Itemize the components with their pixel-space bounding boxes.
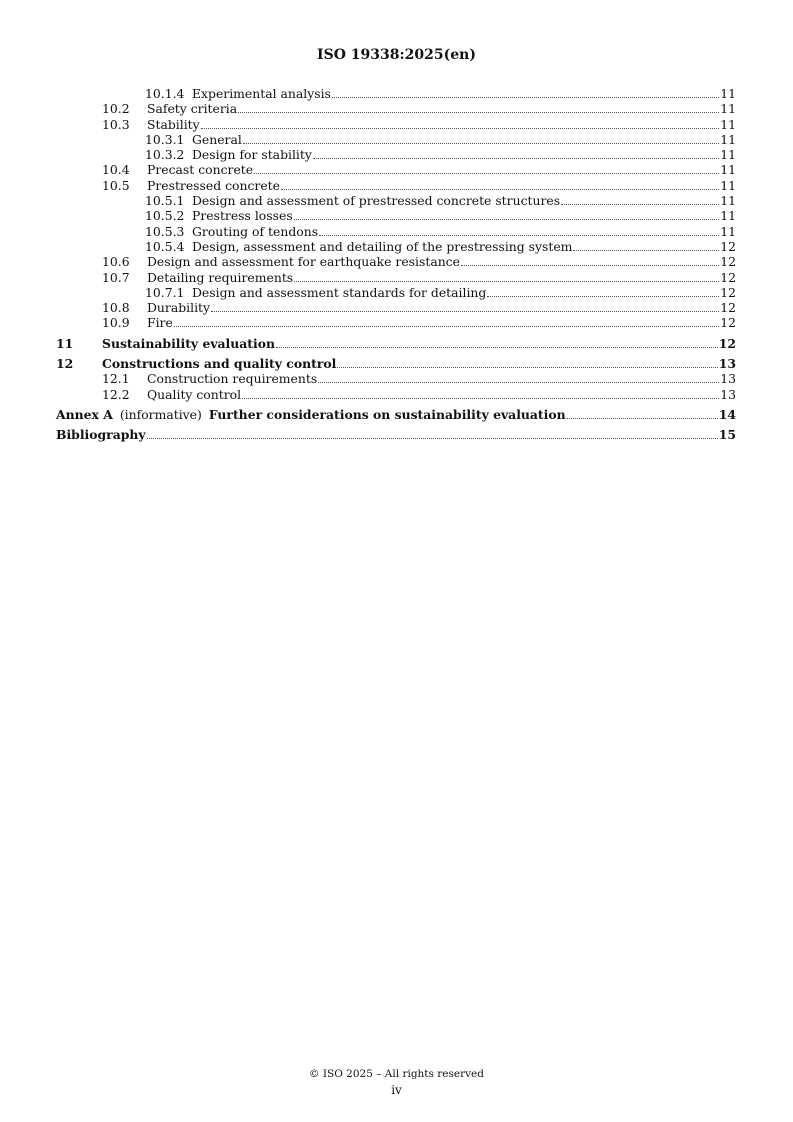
document-header (0, 47, 793, 63)
toc-entry[interactable] (56, 239, 736, 254)
dot-leader (211, 311, 719, 312)
dot-leader (276, 347, 718, 348)
toc-entry-title: Safety criteria (147, 101, 238, 117)
toc-entry-number: 12 (56, 356, 74, 372)
toc-entry-page: 11 (720, 101, 736, 117)
toc-entry-number: 10.3.1 (145, 131, 185, 147)
bibliography-page: 15 (718, 427, 736, 443)
annex-title: Further considerations on sustainability evaluation (208, 406, 566, 422)
toc-entry-page: 13 (720, 371, 736, 387)
toc-entry-title: Design and assessment of prestressed concrete structures (192, 193, 561, 209)
dot-leader (567, 418, 718, 419)
toc-entry-page: 12 (720, 300, 736, 316)
document-id: ISO 19338:2025(en) (317, 47, 476, 63)
annex-page: 14 (718, 406, 736, 422)
toc-entry-number: 10.3.2 (145, 147, 185, 163)
bibliography-title: Bibliography (56, 427, 146, 443)
dot-leader (313, 158, 719, 159)
dot-leader (174, 326, 719, 327)
dot-leader (294, 281, 719, 282)
toc-entry[interactable] (56, 162, 736, 177)
dot-leader (201, 128, 720, 129)
toc-entry-number: 10.7 (102, 269, 130, 285)
toc-entry-title: Durability (147, 300, 211, 316)
toc-entry-number: 12.1 (102, 371, 130, 387)
toc-entry-title: Prestress losses (192, 208, 293, 224)
toc-entry-title: Quality control (147, 386, 242, 402)
toc-entry-title: Prestressed concrete (147, 177, 280, 193)
toc-entry-title: Detailing requirements (147, 269, 294, 285)
toc-entry[interactable] (56, 315, 736, 330)
page-number: iv (391, 1083, 402, 1097)
toc-entry[interactable] (56, 270, 736, 285)
toc-entry-number: 10.3 (102, 116, 130, 132)
dot-leader (337, 367, 717, 368)
toc-entry-bibliography[interactable] (56, 427, 736, 442)
toc-entry[interactable] (56, 285, 736, 300)
toc-entry-number: 10.5.1 (145, 193, 185, 209)
dot-leader (332, 97, 719, 98)
toc-entry[interactable] (56, 117, 736, 132)
dot-leader (461, 265, 719, 266)
dot-leader (487, 296, 719, 297)
annex-label: Annex A (56, 406, 113, 422)
toc-entry-page: 12 (720, 284, 736, 300)
toc-entry[interactable] (56, 147, 736, 162)
toc-entry-number: 11 (56, 335, 74, 351)
toc-entry[interactable] (56, 101, 736, 116)
toc-entry-number: 12.2 (102, 386, 130, 402)
toc-entry-page: 11 (720, 223, 736, 239)
toc-entry-page: 11 (720, 208, 736, 224)
toc-entry-title: Experimental analysis (192, 86, 331, 101)
page-footer (0, 1066, 793, 1098)
toc-entry-title: Precast concrete (147, 162, 254, 178)
dot-leader (147, 438, 718, 439)
toc-entry-number: 10.7.1 (145, 284, 185, 300)
toc-entry-number: 10.4 (102, 162, 130, 178)
toc-entry-number: 10.2 (102, 101, 130, 117)
toc-entry-clause[interactable] (56, 336, 736, 351)
toc-entry-page: 12 (720, 254, 736, 270)
dot-leader (281, 189, 719, 190)
toc-entry[interactable] (56, 86, 736, 101)
toc-entry-title: Design, assessment and detailing of the prestressing system (192, 238, 573, 254)
toc-entry-page: 11 (720, 86, 736, 101)
toc-entry-number: 10.5.2 (145, 208, 185, 224)
toc-entry-number: 10.5.3 (145, 223, 185, 239)
toc-entry[interactable] (56, 387, 736, 402)
dot-leader (294, 219, 720, 220)
toc-entry-number: 10.6 (102, 254, 130, 270)
toc-entry[interactable] (56, 208, 736, 223)
toc-entry-title: Constructions and quality control (102, 356, 337, 372)
dot-leader (561, 204, 719, 205)
dot-leader (243, 143, 719, 144)
toc-entry[interactable] (56, 254, 736, 269)
toc-entry[interactable] (56, 132, 736, 147)
toc-entry-title: Design and assessment standards for detailing (192, 284, 487, 300)
toc-entry-number: 10.1.4 (145, 86, 185, 101)
toc-entry-number: 10.5.4 (145, 238, 185, 254)
toc-entry-title: Construction requirements (147, 371, 318, 387)
toc-entry-page: 12 (720, 238, 736, 254)
dot-leader (573, 250, 719, 251)
toc-entry-title: Sustainability evaluation (102, 335, 276, 351)
annex-type: (informative) (119, 406, 202, 422)
toc-entry-number: 10.5 (102, 177, 130, 193)
toc-entry[interactable] (56, 300, 736, 315)
toc-entry-page: 11 (720, 147, 736, 163)
toc-entry-number: 10.9 (102, 315, 130, 331)
toc-entry-annex[interactable] (56, 407, 736, 422)
toc-entry-page: 11 (720, 193, 736, 209)
toc-entry-page: 12 (720, 269, 736, 285)
toc-entry-page: 13 (718, 356, 736, 372)
toc-entry-clause[interactable] (56, 356, 736, 371)
toc-entry-page: 11 (720, 116, 736, 132)
toc-entry[interactable] (56, 193, 736, 208)
toc-entry-page: 12 (720, 315, 736, 331)
toc-entry[interactable] (56, 224, 736, 239)
toc-entry-page: 11 (720, 131, 736, 147)
dot-leader (319, 235, 719, 236)
copyright-notice: © ISO 2025 – All rights reserved (309, 1068, 484, 1080)
toc-entry-title: General (192, 131, 242, 147)
toc-entry[interactable] (56, 178, 736, 193)
dot-leader (242, 398, 719, 399)
table-of-contents (56, 86, 736, 443)
toc-entry-title: Fire (147, 315, 173, 331)
toc-entry-title: Design for stability (192, 147, 312, 163)
toc-entry-title: Stability (147, 116, 200, 132)
toc-entry-page: 13 (720, 386, 736, 402)
toc-entry-page: 12 (718, 335, 736, 351)
toc-entry-number: 10.8 (102, 300, 130, 316)
toc-entry-page: 11 (720, 177, 736, 193)
toc-entry-title: Grouting of tendons (192, 223, 319, 239)
dot-leader (238, 112, 719, 113)
toc-entry[interactable] (56, 371, 736, 386)
toc-entry-page: 11 (720, 162, 736, 178)
toc-entry-title: Design and assessment for earthquake resistance (147, 254, 460, 270)
dot-leader (254, 173, 719, 174)
dot-leader (318, 382, 719, 383)
